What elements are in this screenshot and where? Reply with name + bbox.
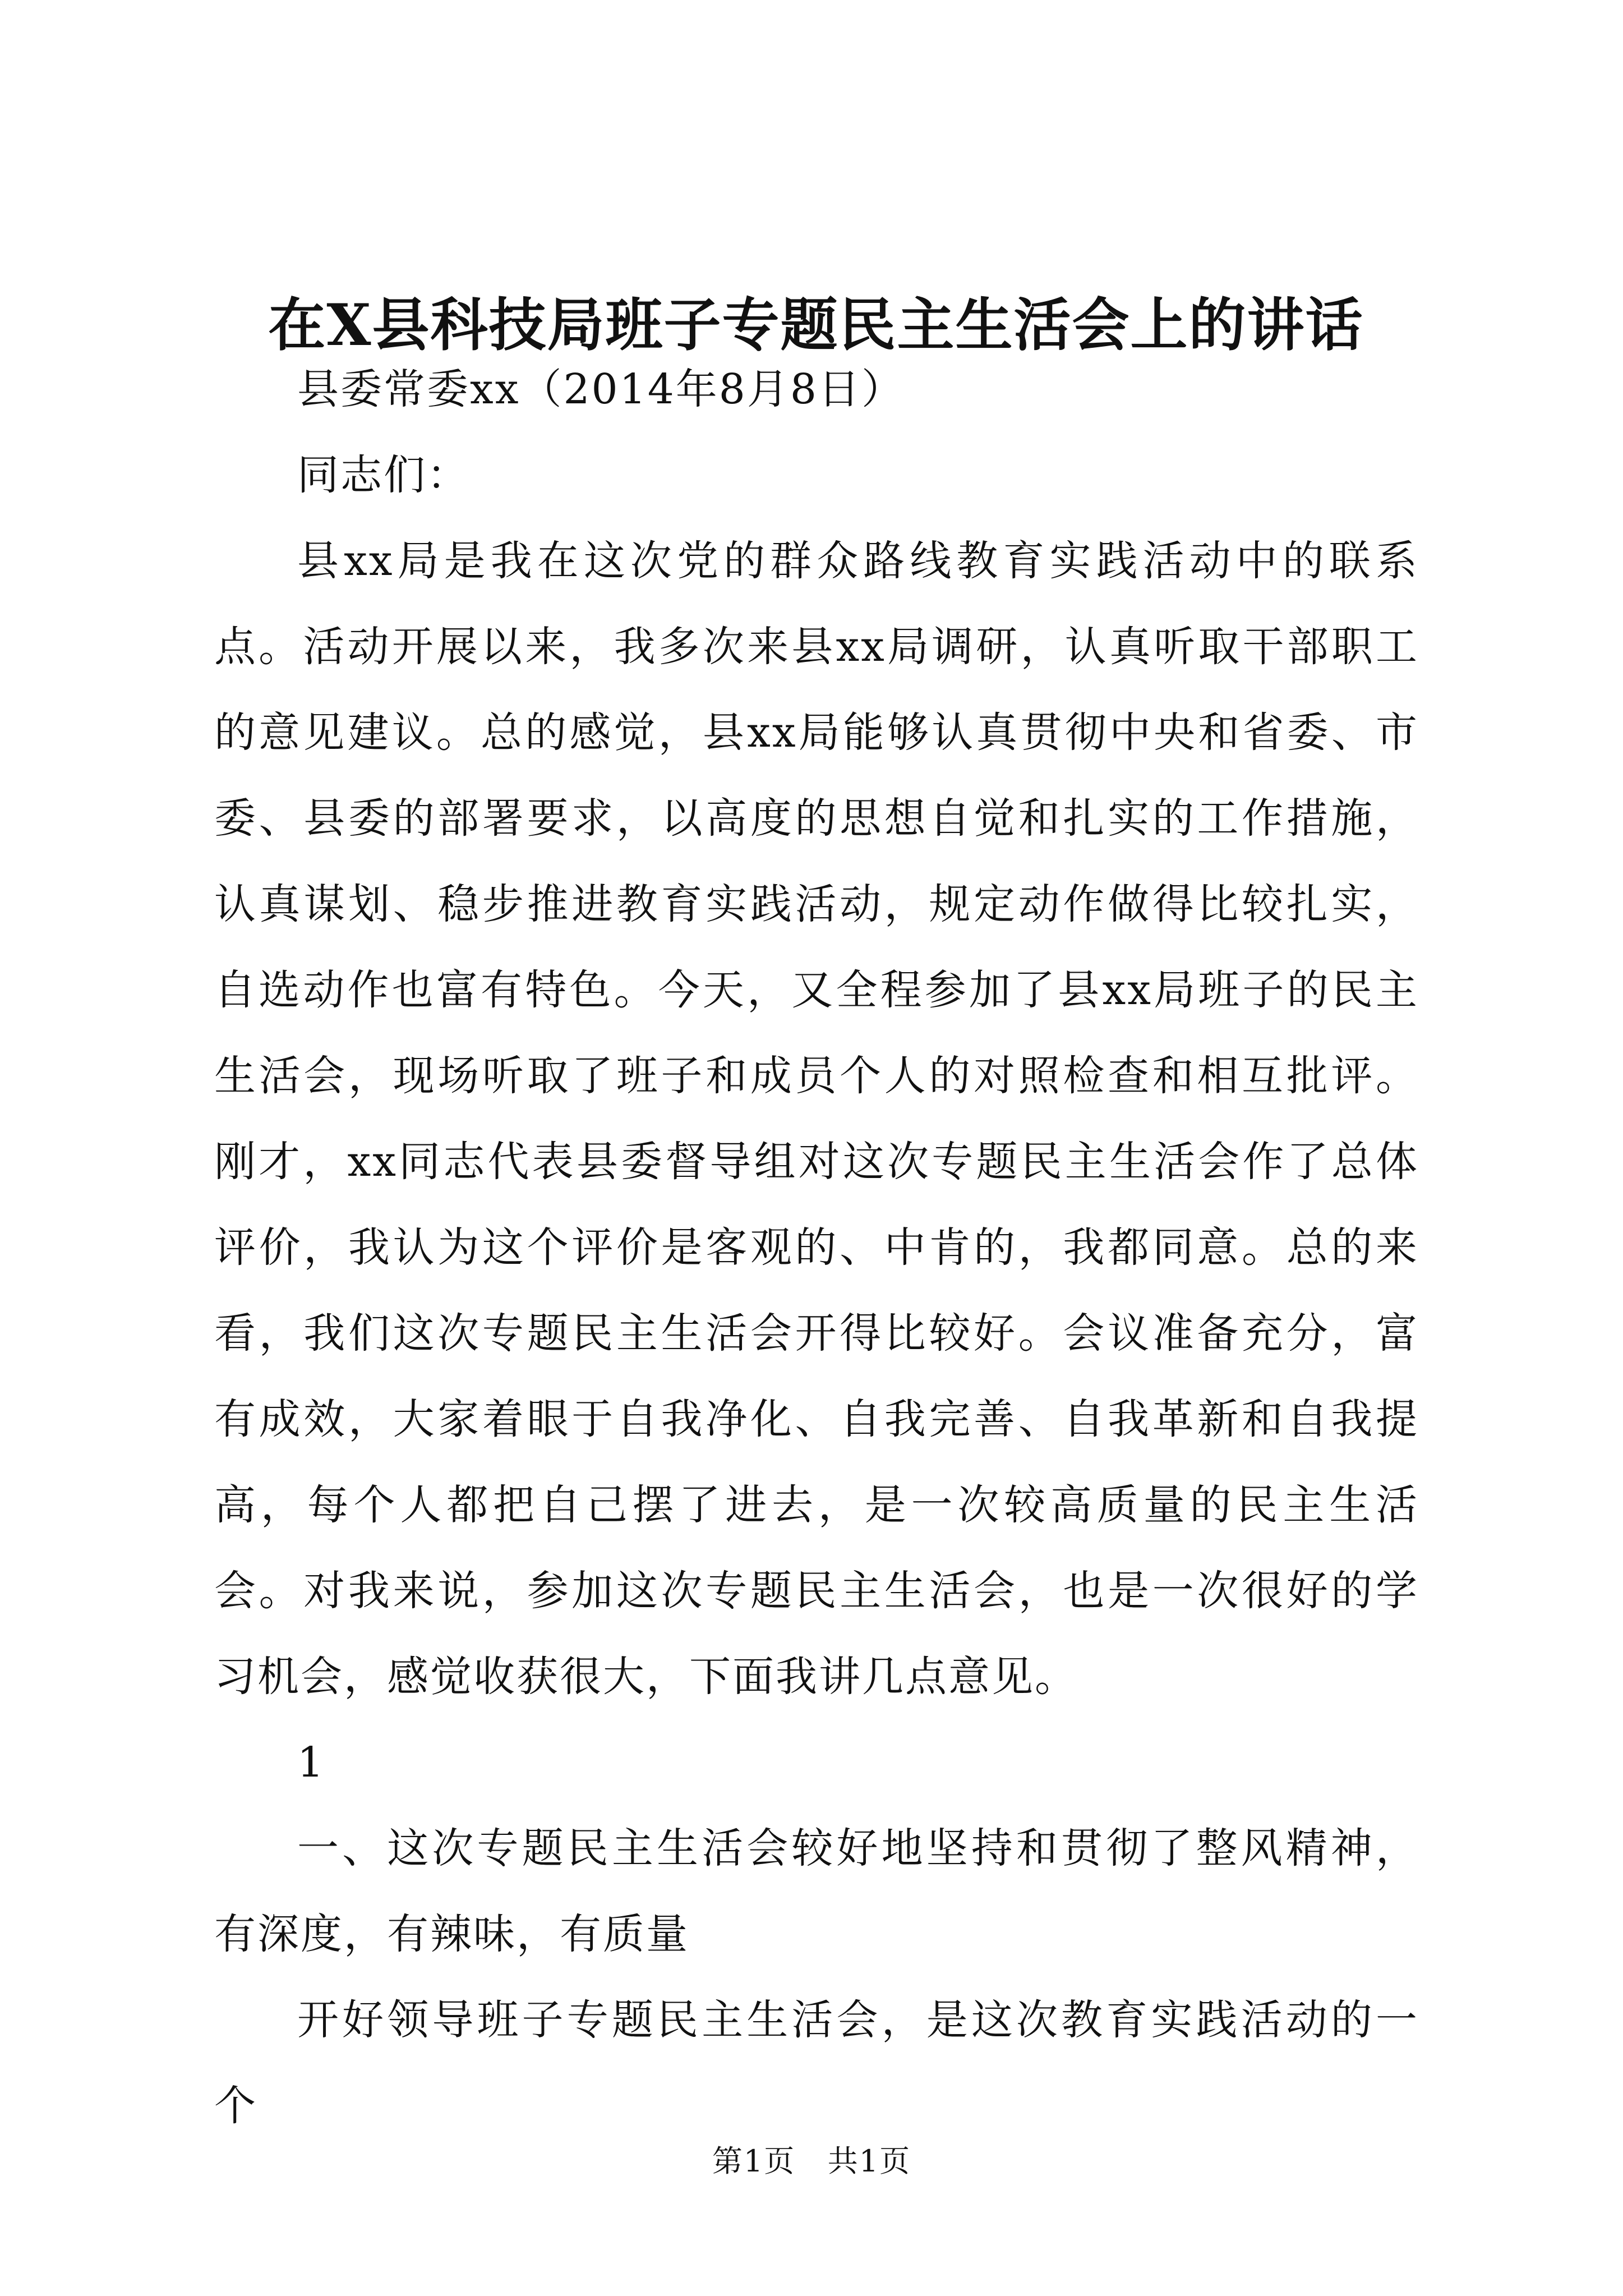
salutation: 同志们：: [297, 451, 470, 499]
page-number: 第1页: [712, 2143, 796, 2179]
page-total: 共1页: [827, 2143, 911, 2179]
section-number: 1: [297, 1738, 326, 1787]
document-body: [214, 347, 1419, 2149]
page-footer: [0, 2142, 1623, 2181]
document-title: 在X县科技局班子专题民主生活会上的讲话: [268, 292, 1364, 359]
section-heading: 一、这次专题民主生活会较好地坚持和贯彻了整风精神，有深度，有辣味，有质量: [214, 1824, 1419, 1958]
body-paragraph: 开好领导班子专题民主生活会，是这次教育实践活动的一个: [214, 1996, 1419, 2130]
body-paragraph: 县xx局是我在这次党的群众路线教育实践活动中的联系点。活动开展以来，我多次来县xx局调研，认真听取干部职工的意见建议。总的感觉，县xx局能够认真贯彻中央和省委、市委、县委的部署要求，以高度的思想自觉和扎实的工作措施，认真谋划、稳步推进教育实践活动，规定动作做得比较扎实，自选动作也富有特色。今天，又全程参加了县xx局班子的民主生活会，现场听取了班子和成员个人的对照检查和相互批评。刚才，xx同志代表县委督导组对这次专题民主生活会作了总体评价，我认为这个评价是客观的、中肯的，我都同意。总的来看，我们这次专题民主生活会开得比较好。会议准备充分，富有成效，大家着眼于自我净化、自我完善、自我革新和自我提高，每个人都把自己摆了进去，是一次较高质量的民主生活会。对我来说，参加这次专题民主生活会，也是一次很好的学习机会，感觉收获很大，下面我讲几点意见。: [214, 537, 1419, 1701]
speaker-and-date: 县委常委xx（2014年8月8日）: [297, 365, 905, 413]
